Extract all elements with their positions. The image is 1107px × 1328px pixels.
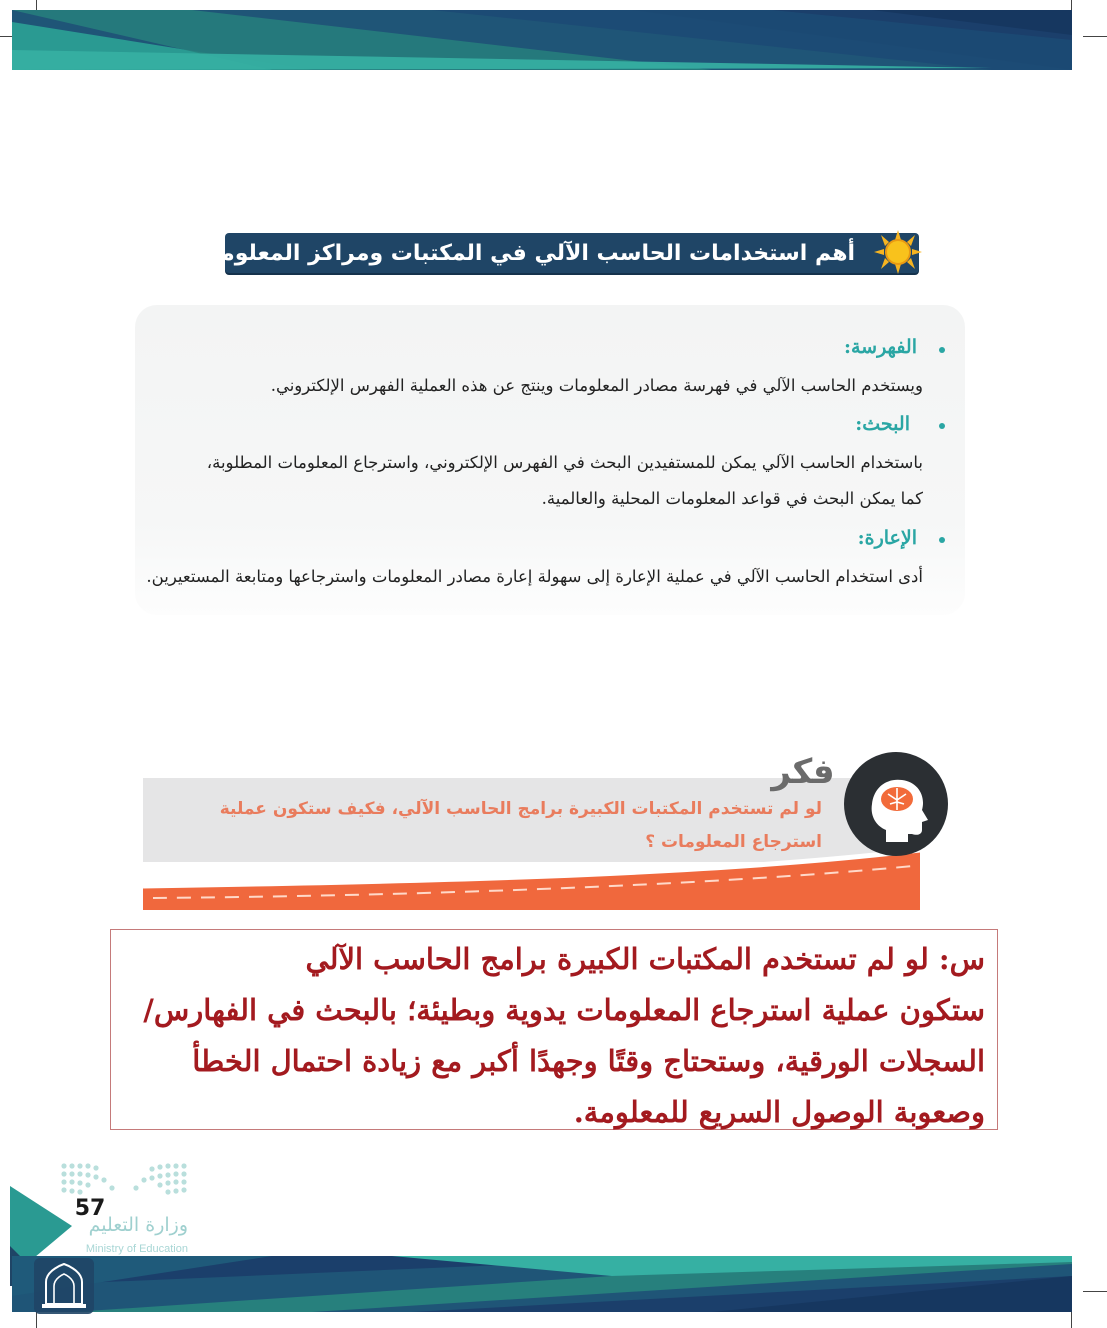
entry-title-lending: الإعارة:	[857, 527, 917, 549]
think-question-line1: لو لم تستخدم المكتبات الكبيرة برامج الحاسب الآلي، فكيف ستكون عملية	[219, 799, 822, 819]
answer-text: س: لو لم تستخدم المكتبات الكبيرة برامج الحاسب الآلي ستكون عملية استرجاع المعلومات يدوية وبطيئة؛ بالبحث في الفهارس/ السجلات الورقية، وستحتاج وقتًا وجهدًا أكبر مع زيادة احتمال الخطأ وصعوبة الوصول السريع للمعلومة.	[143, 942, 985, 1129]
entry-title-search: البحث:	[855, 413, 910, 435]
bullet-icon	[939, 423, 945, 429]
crop-mark	[1083, 1291, 1107, 1292]
emblem-icon	[30, 1254, 98, 1318]
ministry-name-english: Ministry of Education	[85, 1243, 188, 1255]
footer-band	[12, 1256, 1072, 1312]
think-label: فكر	[771, 752, 835, 792]
bullet-icon	[939, 537, 945, 543]
entry-text-search-line2: كما يمكن البحث في قواعد المعلومات المحلية والعالمية.	[541, 489, 923, 508]
crop-mark	[1083, 36, 1107, 37]
thinking-head-icon	[842, 750, 950, 858]
section-title: أهم استخدامات الحاسب الآلي في المكتبات ومراكز المعلومات:	[225, 233, 919, 273]
header-band	[12, 10, 1072, 70]
think-question-line2: استرجاع المعلومات ؟	[645, 832, 822, 852]
page-number: 57	[74, 1196, 106, 1221]
sun-icon	[872, 228, 924, 276]
ministry-name-arabic: وزارة التعليم	[88, 1214, 188, 1236]
entry-text-lending: أدى استخدام الحاسب الآلي في عملية الإعارة إلى سهولة إعارة مصادر المعلومات واسترجاعها ومتابعة المستعيرين.	[146, 567, 923, 586]
entry-title-indexing: الفهرسة:	[843, 336, 917, 358]
answer-box	[110, 929, 998, 1130]
think-box-wave	[143, 846, 920, 910]
entry-text-search-line1: باستخدام الحاسب الآلي يمكن للمستفيدين البحث في الفهرس الإلكتروني، واسترجاع المعلومات المطلوبة،	[206, 453, 923, 472]
entry-text-indexing: ويستخدم الحاسب الآلي في فهرسة مصادر المعلومات وينتج عن هذه العملية الفهرس الإلكتروني.	[270, 376, 923, 395]
bullet-icon	[939, 347, 945, 353]
